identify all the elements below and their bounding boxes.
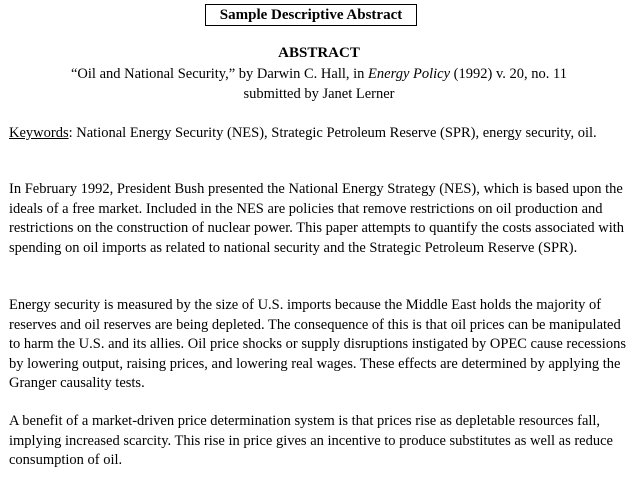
keywords-paragraph bbox=[9, 124, 629, 144]
body-paragraph-3: A benefit of a market-driven price determination system is that prices rise as depletable resources fall, implying increased scarcity. This rise in price gives an incentive to produce substitutes as well as reduce consumption of oil. bbox=[9, 413, 613, 468]
document-title-box: Sample Descriptive Abstract bbox=[205, 4, 417, 26]
body-paragraph-2: Energy security is measured by the size of U.S. imports because the Middle East holds the majority of reserves and oil reserves are being depleted. The consequence of this is that oil prices can be manipulated to harm the U.S. and its allies. Oil price shocks or supply disruptions instigated by OPEC cause recessions by lowering output, raising prices, and lowering real wages. These effects are determined by applying the Granger causality tests. bbox=[9, 297, 626, 391]
citation-submitter: submitted by Janet Lerner bbox=[243, 86, 395, 102]
citation-prefix: “Oil and National Security,” by Darwin C. Hall, in bbox=[71, 66, 369, 82]
citation-suffix: (1992) v. 20, no. 11 bbox=[450, 66, 567, 82]
citation-journal: Energy Policy bbox=[368, 66, 451, 82]
keywords-label: Keywords bbox=[9, 125, 69, 141]
abstract-heading: ABSTRACT bbox=[278, 45, 360, 61]
citation-line bbox=[0, 64, 638, 84]
keywords-text: : National Energy Security (NES), Strategic Petroleum Reserve (SPR), energy security, oil. bbox=[68, 125, 597, 141]
citation-block bbox=[0, 64, 638, 104]
body-paragraph-1: In February 1992, President Bush presented the National Energy Strategy (NES), which is based upon the ideals of a free market. Included in the NES are policies that remove restrictions on oil production and restrictions on the construction of nuclear power. This paper attempts to quantify the costs associated with spending on oil imports as related to national security and the Strategic Petroleum Reserve (SPR). bbox=[9, 181, 625, 256]
